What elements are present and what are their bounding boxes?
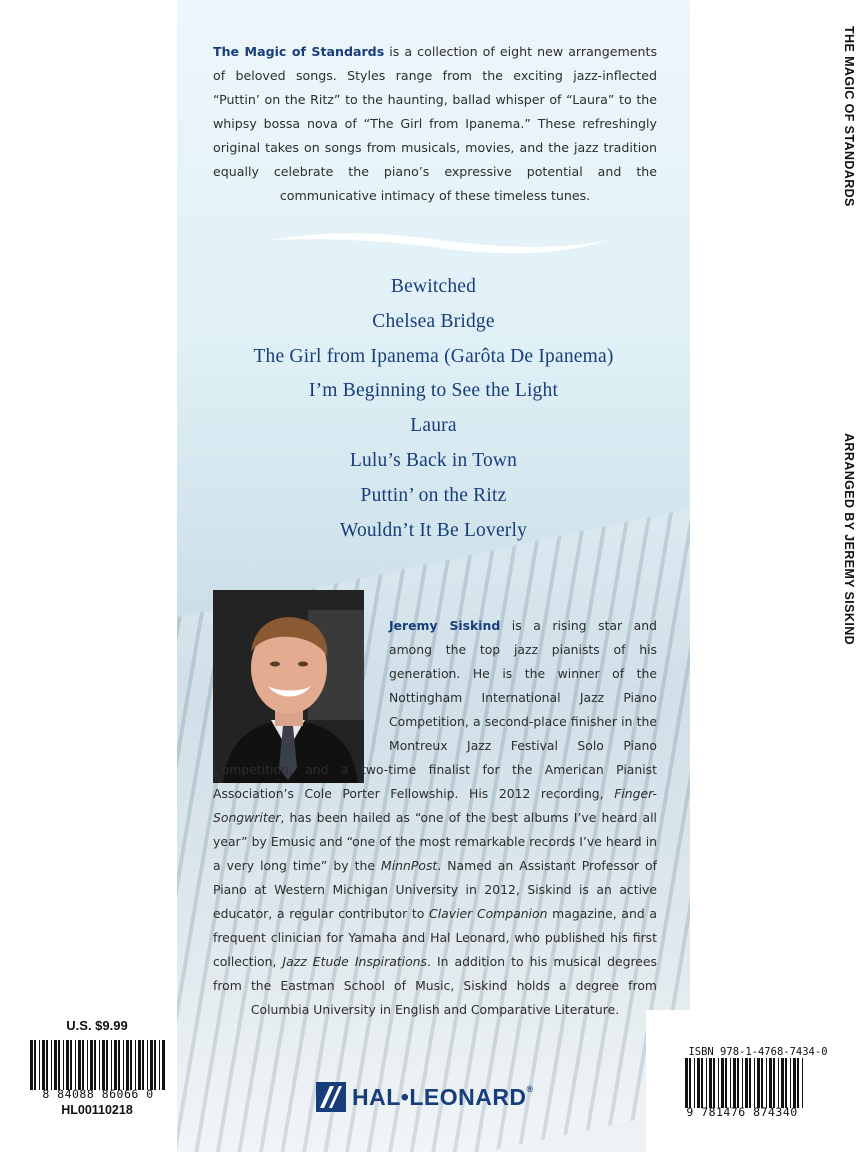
barcode-bar xyxy=(147,1040,148,1090)
barcode-bar xyxy=(34,1040,36,1090)
ean-number: 9 781476 874340 xyxy=(686,1105,798,1119)
barcode-bar xyxy=(66,1040,69,1090)
barcode-bar xyxy=(701,1058,703,1108)
song-title: Chelsea Bridge xyxy=(372,310,495,332)
barcode-bar xyxy=(785,1058,787,1108)
barcode-bar xyxy=(118,1040,120,1090)
barcode-bar xyxy=(773,1058,775,1108)
barcode-bar xyxy=(742,1058,743,1108)
arranger-bio xyxy=(213,614,657,1022)
ean-barcode xyxy=(683,1058,805,1108)
magazine-name: Clavier Companion xyxy=(429,906,548,921)
publication-name: MinnPost xyxy=(381,858,438,873)
barcode-bar xyxy=(713,1058,715,1108)
barcode-bar xyxy=(725,1058,727,1108)
barcode-bar xyxy=(761,1058,763,1108)
spine-title: THE MAGIC OF STANDARDS xyxy=(842,26,856,207)
barcode-bar xyxy=(802,1058,803,1108)
barcode-bar xyxy=(39,1040,40,1090)
spine-arranger: ARRANGED BY JEREMY SISKIND xyxy=(842,433,856,646)
barcode-bar xyxy=(51,1040,52,1090)
barcode-bar xyxy=(42,1040,45,1090)
barcode-bar xyxy=(737,1058,739,1108)
song-title: Bewitched xyxy=(390,276,477,297)
bio-text: . In addition to his musical degrees from the Eastman School of Music, Siskind holds a degree from Columbia University in English and Comparative Literature. xyxy=(213,954,658,1017)
song-title: The Girl from Ipanema (Garôta De Ipanema) xyxy=(253,345,614,367)
song-list xyxy=(177,270,690,548)
arranger-name: Jeremy Siskind xyxy=(389,618,501,633)
publisher-name: HAL•LEONARD xyxy=(352,1084,527,1110)
barcode-bar xyxy=(694,1058,695,1108)
upc-barcode xyxy=(28,1040,168,1090)
barcode-bar xyxy=(754,1058,755,1108)
barcode-bar xyxy=(58,1040,60,1090)
barcode-bar xyxy=(63,1040,64,1090)
barcode-bar xyxy=(111,1040,112,1090)
barcode-bar xyxy=(749,1058,751,1108)
price-label: U.S. $9.99 xyxy=(66,1018,128,1033)
barcode-bar xyxy=(123,1040,124,1090)
barcode-bar xyxy=(733,1058,736,1108)
bio-text: , has been hailed as “one of the best albums I’ve heard all year” by Emusic and “one of the most remarkable records I’ve heard in a very long time” by the xyxy=(213,810,657,873)
barcode-bar xyxy=(99,1040,100,1090)
barcode-bar xyxy=(142,1040,144,1090)
barcode-bar xyxy=(162,1040,165,1090)
barcode-bar xyxy=(709,1058,712,1108)
isbn-label: ISBN 978-1-4768-7434-0 xyxy=(688,1046,828,1058)
barcode-bar xyxy=(102,1040,105,1090)
barcode-bar xyxy=(697,1058,700,1108)
decorative-swoosh xyxy=(270,226,610,266)
barcode-bar xyxy=(82,1040,84,1090)
barcode-bar xyxy=(75,1040,76,1090)
barcode-bar xyxy=(778,1058,779,1108)
barcode-bar xyxy=(757,1058,760,1108)
publisher-logo xyxy=(316,1082,566,1122)
barcode-bar xyxy=(150,1040,153,1090)
bio-text: . Named an Assistant Professor of Piano at Western Michigan University in 2012, Siskind is an active educator, a regular contributor to xyxy=(213,858,657,921)
barcode-bar xyxy=(718,1058,719,1108)
song-title: Laura xyxy=(410,415,457,437)
barcode-bar xyxy=(138,1040,141,1090)
barcode-bar xyxy=(159,1040,160,1090)
barcode-bar xyxy=(790,1058,791,1108)
photo-spacer xyxy=(213,614,389,758)
barcode-bar xyxy=(745,1058,748,1108)
barcode-bar xyxy=(766,1058,767,1108)
song-title: Wouldn’t It Be Loverly xyxy=(339,519,528,541)
barcode-bar xyxy=(781,1058,784,1108)
album-title: Finger-Songwriter xyxy=(213,786,657,825)
upc-number: 8 84088 86066 0 xyxy=(42,1087,154,1101)
intro-paragraph xyxy=(213,40,657,208)
barcode-bar xyxy=(90,1040,93,1090)
barcode-bar xyxy=(94,1040,96,1090)
barcode-bar xyxy=(70,1040,72,1090)
barcode-bar xyxy=(154,1040,156,1090)
song-title: Lulu’s Back in Town xyxy=(349,449,518,471)
book-title: The Magic of Standards xyxy=(213,44,385,59)
barcode-bar xyxy=(730,1058,731,1108)
barcode-bar xyxy=(54,1040,57,1090)
intro-text: is a collection of eight new arrangements of beloved songs. Styles range from the exciting jazz-inflected “Puttin’ on the Ritz” to the haunting, ballad whisper of “Laura” to the whipsy bossa nova of “The Girl from Ipanema.” These refreshingly original takes on songs from musicals, movies, and the jazz tradition equally celebrate the piano’s expressive potential and the communicative intimacy of these timeless tunes. xyxy=(213,44,658,203)
barcode-bar xyxy=(793,1058,796,1108)
song-title: I’m Beginning to See the Light xyxy=(308,380,559,402)
barcode-bar xyxy=(130,1040,132,1090)
publisher-wordmark xyxy=(352,1084,534,1111)
bio-text: magazine, and a frequent clinician for Yamaha and Hal Leonard, who published his first collection, xyxy=(213,906,658,969)
barcode-bar xyxy=(106,1040,108,1090)
bio-text: is a rising star and among the top jazz pianists of his generation. He is the winner of the Nottingham International Jazz Piano Competition, a second-place finisher in the Montreux Jazz Festival Solo Piano Competition, and a two-time finalist for the American Pianist Association’s Cole Porter Fellowship. His 2012 recording, xyxy=(213,618,657,801)
barcode-bar xyxy=(78,1040,81,1090)
barcode-bar xyxy=(797,1058,799,1108)
registered-mark: ® xyxy=(526,1084,534,1094)
barcode-bar xyxy=(721,1058,724,1108)
barcode-bar xyxy=(87,1040,88,1090)
song-title: Puttin’ on the Ritz xyxy=(360,484,507,506)
collection-title: Jazz Etude Inspirations xyxy=(282,954,427,969)
barcode-bar xyxy=(769,1058,772,1108)
barcode-bar xyxy=(30,1040,33,1090)
barcode-bar xyxy=(685,1058,688,1108)
barcode-bar xyxy=(135,1040,136,1090)
hal-leonard-mark-icon xyxy=(316,1082,346,1112)
barcode-bar xyxy=(689,1058,691,1108)
barcode-bar xyxy=(46,1040,48,1090)
item-code: HL00110218 xyxy=(61,1103,133,1117)
barcode-bar xyxy=(114,1040,117,1090)
barcode-bar xyxy=(706,1058,707,1108)
barcode-bar xyxy=(126,1040,129,1090)
